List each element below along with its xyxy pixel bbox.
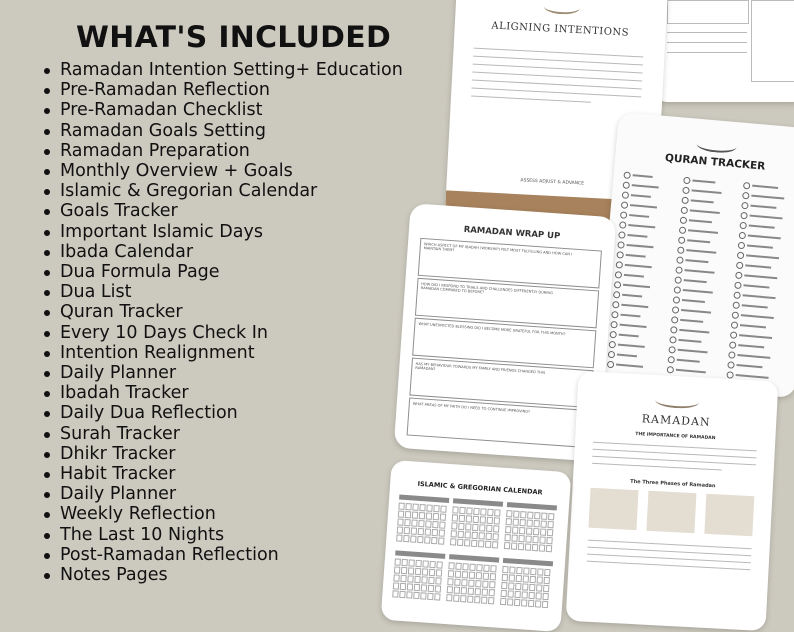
- included-item: Goals Tracker: [40, 201, 403, 221]
- included-item: Daily Dua Reflection: [40, 403, 403, 423]
- included-item: Daily Planner: [40, 484, 403, 504]
- included-item: Ibada Calendar: [40, 242, 403, 262]
- page-preview-calendar: [381, 460, 572, 632]
- included-item: Weekly Reflection: [40, 504, 403, 524]
- included-item: Monthly Overview + Goals: [40, 161, 403, 181]
- arabic-calligraphy-icon: [544, 0, 581, 15]
- included-item: Notes Pages: [40, 565, 403, 585]
- wrap-prompt-text: WHAT AREAS OF MY FAITH DO I NEED TO CONTINUE IMPROVING?: [412, 401, 531, 414]
- included-item: Dhikr Tracker: [40, 444, 403, 464]
- heading: WHAT'S INCLUDED: [76, 20, 392, 54]
- page-preview-ramadan: [566, 371, 779, 631]
- included-item: Post-Ramadan Reflection: [40, 545, 403, 565]
- ramadan-phases-heading: The Three Phases of Ramadan: [630, 478, 716, 490]
- included-item: Ibadah Tracker: [40, 383, 403, 403]
- ramadan-subtitle: THE IMPORTANCE OF RAMADAN: [635, 431, 716, 442]
- included-item: Islamic & Gregorian Calendar: [40, 181, 403, 201]
- included-item: Daily Planner: [40, 363, 403, 383]
- included-list: [40, 60, 403, 585]
- page-preview-top-right: [655, 0, 794, 102]
- included-item: Dua Formula Page: [40, 262, 403, 282]
- page-preview-quran-tracker: [596, 112, 794, 398]
- wrap-prompts: [406, 238, 602, 455]
- included-item: Dua List: [40, 282, 403, 302]
- arabic-calligraphy-icon: [655, 393, 700, 409]
- included-item: Important Islamic Days: [40, 222, 403, 242]
- included-item: Habit Tracker: [40, 464, 403, 484]
- included-item: Ramadan Preparation: [40, 141, 403, 161]
- included-item: Ramadan Intention Setting+ Education: [40, 60, 403, 80]
- wrap-prompt-text: HAS MY BEHAVIOUR TOWARDS MY FAMILY AND FRIENDS CHANGED THIS RAMADAN?: [415, 361, 546, 375]
- calendar-title: ISLAMIC & GREGORIAN CALENDAR: [417, 479, 543, 497]
- wrap-prompt-text: HOW DID I RESPOND TO TRIALS AND CHALLENGES DIFFERENTLY DURING RAMADAN COMPARED TO BEFORE?: [420, 282, 553, 296]
- included-item: The Last 10 Nights: [40, 525, 403, 545]
- included-item: Intention Realignment: [40, 343, 403, 363]
- included-item: Ramadan Goals Setting: [40, 121, 403, 141]
- included-item: Surah Tracker: [40, 424, 403, 444]
- wrap-prompt-text: WHICH ASPECT OF MY IBADAH (WORSHIP) FELT MOST FULFILLING AND HOW CAN I MAINTAIN THEM?: [423, 242, 573, 257]
- included-item: Quran Tracker: [40, 302, 403, 322]
- wrap-title: RAMADAN WRAP UP: [463, 224, 561, 242]
- quran-title: QURAN TRACKER: [664, 151, 766, 173]
- wrap-prompt-text: WHAT UNEXPECTED BLESSING DID I BECOME MORE GRATEFUL FOR THIS MONTH?: [418, 321, 566, 337]
- quran-grid: [607, 170, 794, 385]
- arabic-calligraphy-icon: [696, 137, 737, 154]
- included-item: Pre-Ramadan Reflection: [40, 80, 403, 100]
- included-item: Pre-Ramadan Checklist: [40, 100, 403, 120]
- ramadan-title: RAMADAN: [641, 412, 711, 429]
- included-item: Every 10 Days Check In: [40, 323, 403, 343]
- calendar-grid: [391, 495, 559, 626]
- aligning-footer: ASSESS ADJUST & ADVANCE: [520, 178, 585, 187]
- aligning-title: ALIGNING INTENTIONS: [491, 20, 630, 39]
